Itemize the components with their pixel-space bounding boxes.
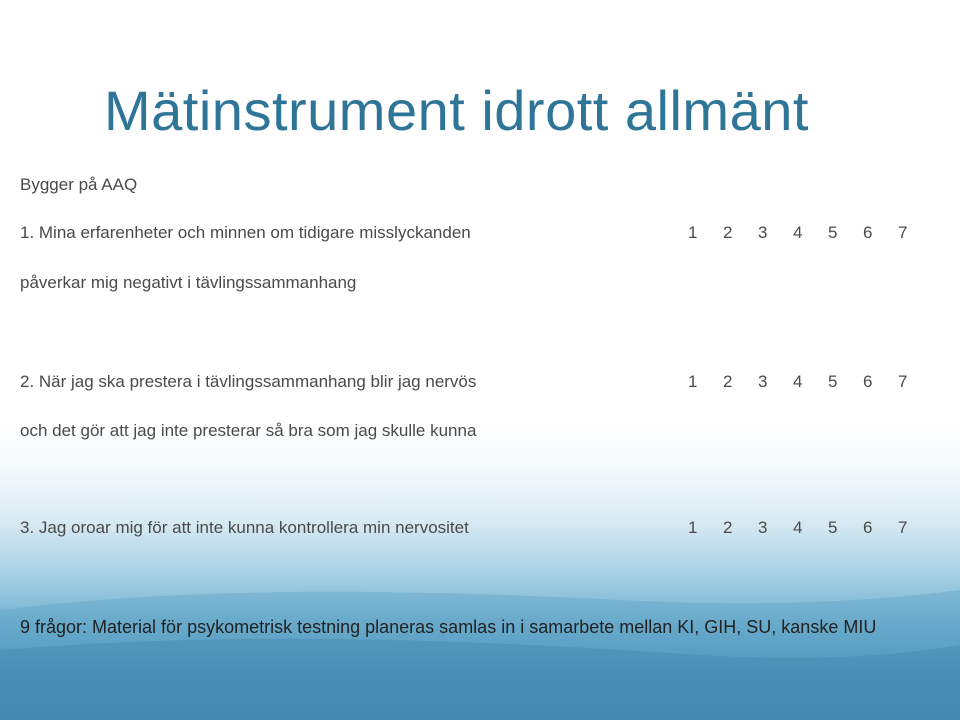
scale-value: 4: [793, 372, 803, 391]
scale-value: 6: [863, 372, 873, 391]
scale-value: 3: [758, 372, 768, 391]
scale-value: 3: [758, 518, 768, 537]
scale-value: 5: [828, 223, 838, 242]
scale-value: 7: [898, 372, 908, 391]
scale-value: 4: [793, 518, 803, 537]
scale-value: 1: [688, 518, 698, 537]
scale-value: 6: [863, 223, 873, 242]
scale-value: 2: [723, 372, 733, 391]
question-2-line-2: och det gör att jag inte presterar så bra som jag skulle kunna: [20, 421, 477, 440]
scale-value: 4: [793, 223, 803, 242]
intro-text: Bygger på AAQ: [20, 175, 138, 194]
scale-value: 2: [723, 223, 733, 242]
scale-value: 5: [828, 518, 838, 537]
scale-value: 2: [723, 518, 733, 537]
question-3-line-1: 3. Jag oroar mig för att inte kunna kontrollera min nervositet: [20, 518, 469, 537]
scale-value: 5: [828, 372, 838, 391]
slide-title: Mätinstrument idrott allmänt: [104, 79, 809, 142]
rating-scale-1: [688, 223, 933, 243]
question-2-line-1: 2. När jag ska prestera i tävlingssammanhang blir jag nervös: [20, 372, 477, 391]
scale-value: 1: [688, 223, 698, 242]
rating-scale-2: [688, 372, 933, 392]
question-1-line-2: påverkar mig negativt i tävlingssammanhang: [20, 273, 357, 292]
footer-note: 9 frågor: Material för psykometrisk testning planeras samlas in i samarbete mellan KI, GIH, SU, kanske MIU: [20, 617, 877, 637]
question-1-line-1: 1. Mina erfarenheter och minnen om tidigare misslyckanden: [20, 223, 471, 242]
scale-value: 3: [758, 223, 768, 242]
rating-scale-3: [688, 518, 933, 538]
scale-value: 7: [898, 223, 908, 242]
scale-value: 6: [863, 518, 873, 537]
scale-value: 7: [898, 518, 908, 537]
scale-value: 1: [688, 372, 698, 391]
